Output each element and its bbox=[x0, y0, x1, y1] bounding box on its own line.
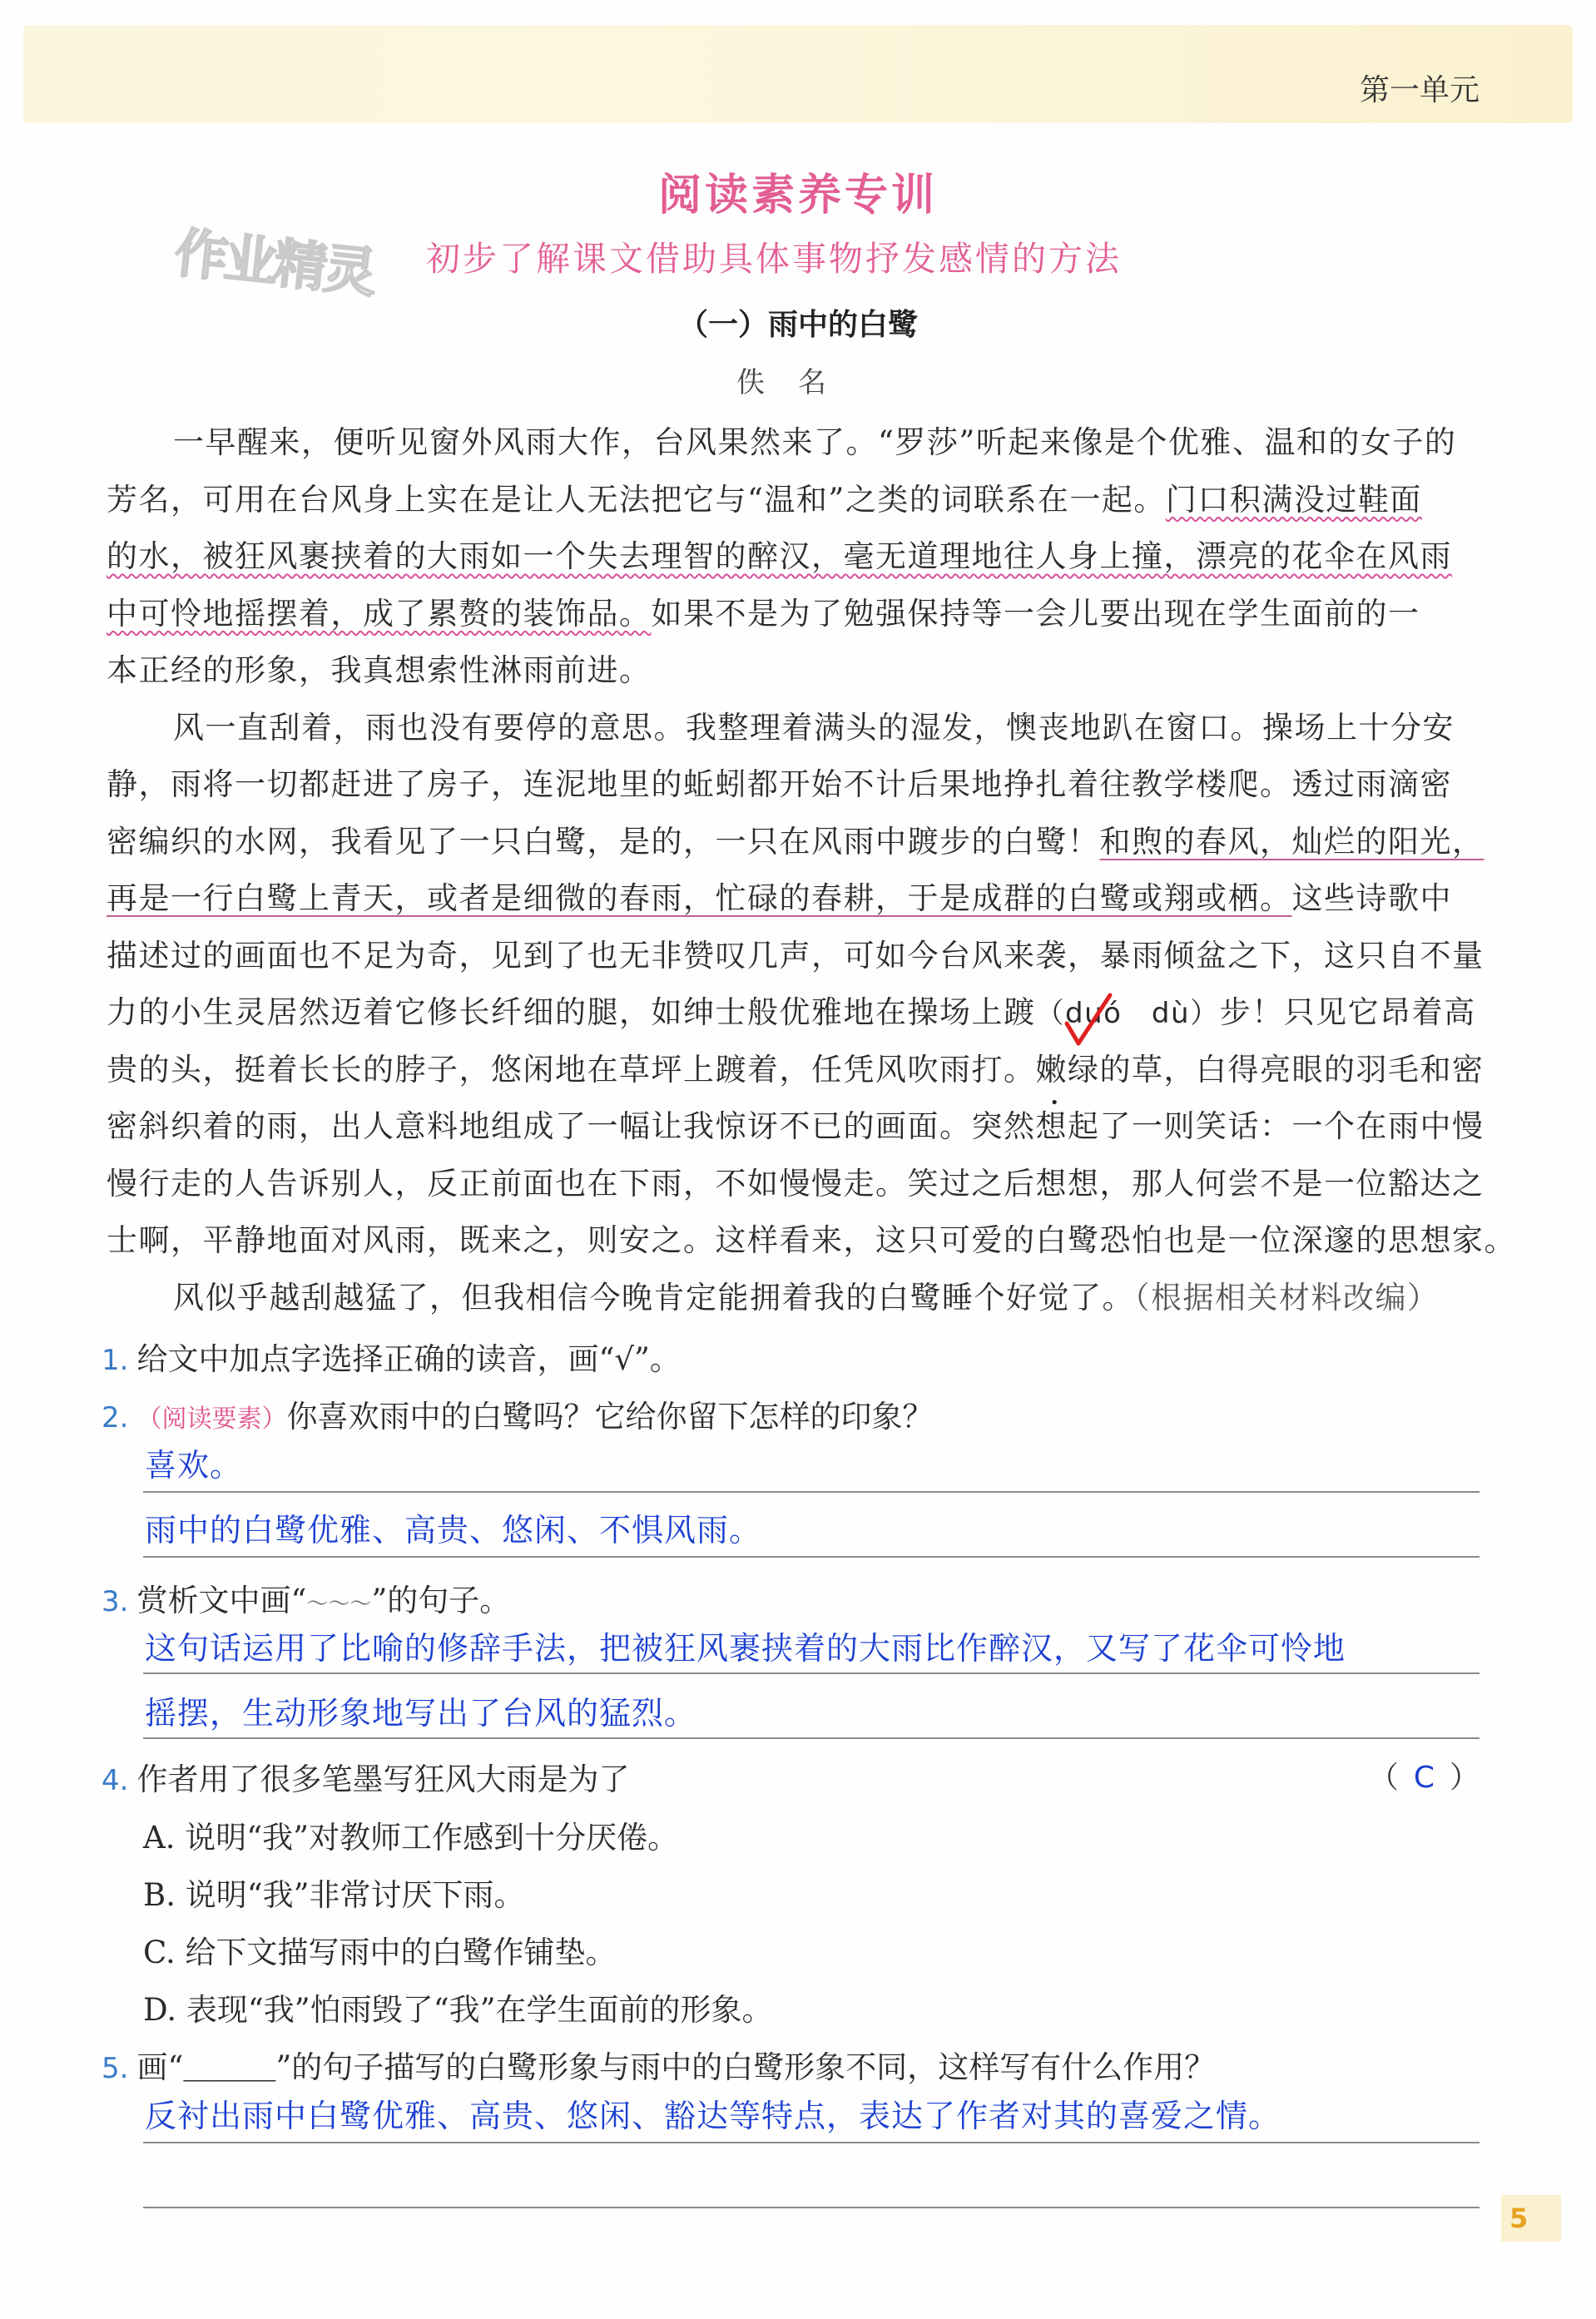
passage-line: 密编织的水网，我看见了一只白鹭，是的，一只在风雨中踱步的白鹭！和煦的春风，灿烂的阳光， bbox=[107, 823, 1484, 860]
passage-line: 描述过的画面也不足为奇，见到了也无非赞叹几声，可如今台风来袭，暴雨倾盆之下，这只自不量 bbox=[107, 937, 1484, 974]
page-number: 5 bbox=[1501, 2195, 1561, 2242]
section-subtitle: 初步了解课文借助具体事物抒发感情的方法 bbox=[426, 239, 1122, 279]
source-note: （根据相关材料改编） bbox=[1134, 1279, 1440, 1316]
passage-line: 士啊，平静地面对风雨，既来之，则安之。这样看来，这只可爱的白鹭恐怕也是一位深邃的思想家。 bbox=[107, 1222, 1516, 1258]
check-mark-icon bbox=[1063, 992, 1113, 1050]
watermark-logo: 作业精灵 bbox=[171, 222, 377, 305]
answer-line bbox=[143, 2207, 1480, 2208]
answer-3-line-1: 这句话运用了比喻的修辞手法，把被狂风裹挟着的大雨比作醉汉，又写了花伞可怜地 bbox=[145, 1630, 1346, 1667]
answer-2-line-2: 雨中的白鹭优雅、高贵、悠闲、不惧风雨。 bbox=[145, 1512, 762, 1548]
answer-line bbox=[143, 1556, 1480, 1558]
question-4: 4. 作者用了很多笔墨写狂风大雨是为了 bbox=[102, 1762, 630, 1797]
answer-line bbox=[143, 2142, 1480, 2143]
passage-body bbox=[107, 414, 1516, 1326]
reading-element-tag: （阅读要素） bbox=[136, 1405, 287, 1434]
question-1: 1. 给文中加点字选择正确的读音，画“√”。 bbox=[102, 1341, 681, 1377]
passage-line: 力的小生灵居然迈着它修长纤细的腿，如绅士般优雅地在操场上踱（duó dù）步！只见它昂着高 bbox=[107, 994, 1476, 1030]
wavy-line-symbol: ～～～ bbox=[306, 1592, 372, 1617]
answer-line bbox=[143, 1491, 1480, 1493]
passage-line: 慢行走的人告诉别人，反正前面也在下雨，不如慢慢走。笑过之后想想，那人何尝不是一位豁达之 bbox=[107, 1165, 1484, 1202]
pinyin-choice: （duó dù） bbox=[1035, 997, 1220, 1030]
answer-bracket: （ C ） bbox=[1368, 1761, 1480, 1795]
passage-line: 风一直刮着，雨也没有要停的意思。我整理着满头的湿发，懊丧地趴在窗口。操场上十分安 bbox=[173, 709, 1455, 746]
passage-line: 芳名，可用在台风身上实在是让人无法把它与“温和”之类的词联系在一起。门口积满没过鞋面 bbox=[107, 481, 1422, 518]
answer-3-line-2: 摇摆，生动形象地写出了台风的猛烈。 bbox=[145, 1695, 697, 1732]
section-title: 阅读素养专训 bbox=[657, 171, 938, 221]
header-band bbox=[23, 25, 1573, 123]
passage-line: 的水，被狂风裹挟着的大雨如一个失去理智的醉汉，毫无道理地往人身上撞，漂亮的花伞在风雨 bbox=[107, 538, 1452, 574]
passage-title: （一）雨中的白鹭 bbox=[677, 308, 918, 342]
option-b: B. 说明“我”非常讨厌下雨。 bbox=[143, 1877, 525, 1913]
passage-author: 佚名 bbox=[736, 366, 860, 399]
question-3: 3. 赏析文中画“～～～”的句子。 bbox=[102, 1583, 511, 1618]
answer-line bbox=[143, 1737, 1480, 1739]
answer-2-line-1: 喜欢。 bbox=[145, 1447, 243, 1484]
passage-line: 风似乎越刮越猛了，但我相信今晚肯定能拥着我的白鹭睡个好觉了。（根据相关材料改编） bbox=[173, 1279, 1440, 1316]
answer-choice: C bbox=[1413, 1761, 1435, 1795]
question-2: 2. （阅读要素）你喜欢雨中的白鹭吗？它给你留下怎样的印象？ bbox=[102, 1399, 934, 1435]
answer-5: 反衬出雨中白鹭优雅、高贵、悠闲、豁达等特点，表达了作者对其的喜爱之情。 bbox=[145, 2098, 1281, 2134]
unit-label: 第一单元 bbox=[1359, 73, 1480, 107]
passage-line: 再是一行白鹭上青天，或者是细微的春雨，忙碌的春耕，于是成群的白鹭或翔或栖。这些诗歌中 bbox=[107, 880, 1452, 916]
option-a: A. 说明“我”对教师工作感到十分厌倦。 bbox=[143, 1820, 679, 1856]
question-5: 5. 画“＿＿＿”的句子描写的白鹭形象与雨中的白鹭形象不同，这样写有什么作用？ bbox=[102, 2049, 1216, 2085]
passage-line: 本正经的形象，我真想索性淋雨前进。 bbox=[107, 652, 652, 688]
option-d: D. 表现“我”怕雨毁了“我”在学生面前的形象。 bbox=[143, 1992, 773, 2028]
passage-line: 中可怜地摇摆着，成了累赘的装饰品。如果不是为了勉强保持等一会儿要出现在学生面前的一 bbox=[107, 595, 1420, 632]
passage-line: 贵的头，挺着长长的脖子，悠闲地在草坪上踱着，任凭风吹雨打。嫩绿的草，白得亮眼的羽毛和密 bbox=[107, 1051, 1484, 1088]
answer-line bbox=[143, 1672, 1480, 1674]
dotted-character: 嫩 bbox=[1035, 1051, 1068, 1088]
option-c: C. 给下文描写雨中的白鹭作铺垫。 bbox=[143, 1935, 617, 1970]
passage-line: 一早醒来，便听见窗外风雨大作，台风果然来了。“罗莎”听起来像是个优雅、温和的女子的 bbox=[173, 424, 1457, 460]
passage-line: 密斜织着的雨，出人意料地组成了一幅让我惊讶不已的画面。突然想起了一则笑话：一个在雨中慢 bbox=[107, 1108, 1484, 1144]
passage-line: 静，雨将一切都赶进了房子，连泥地里的蚯蚓都开始不计后果地挣扎着往教学楼爬。透过雨滴密 bbox=[107, 766, 1452, 802]
